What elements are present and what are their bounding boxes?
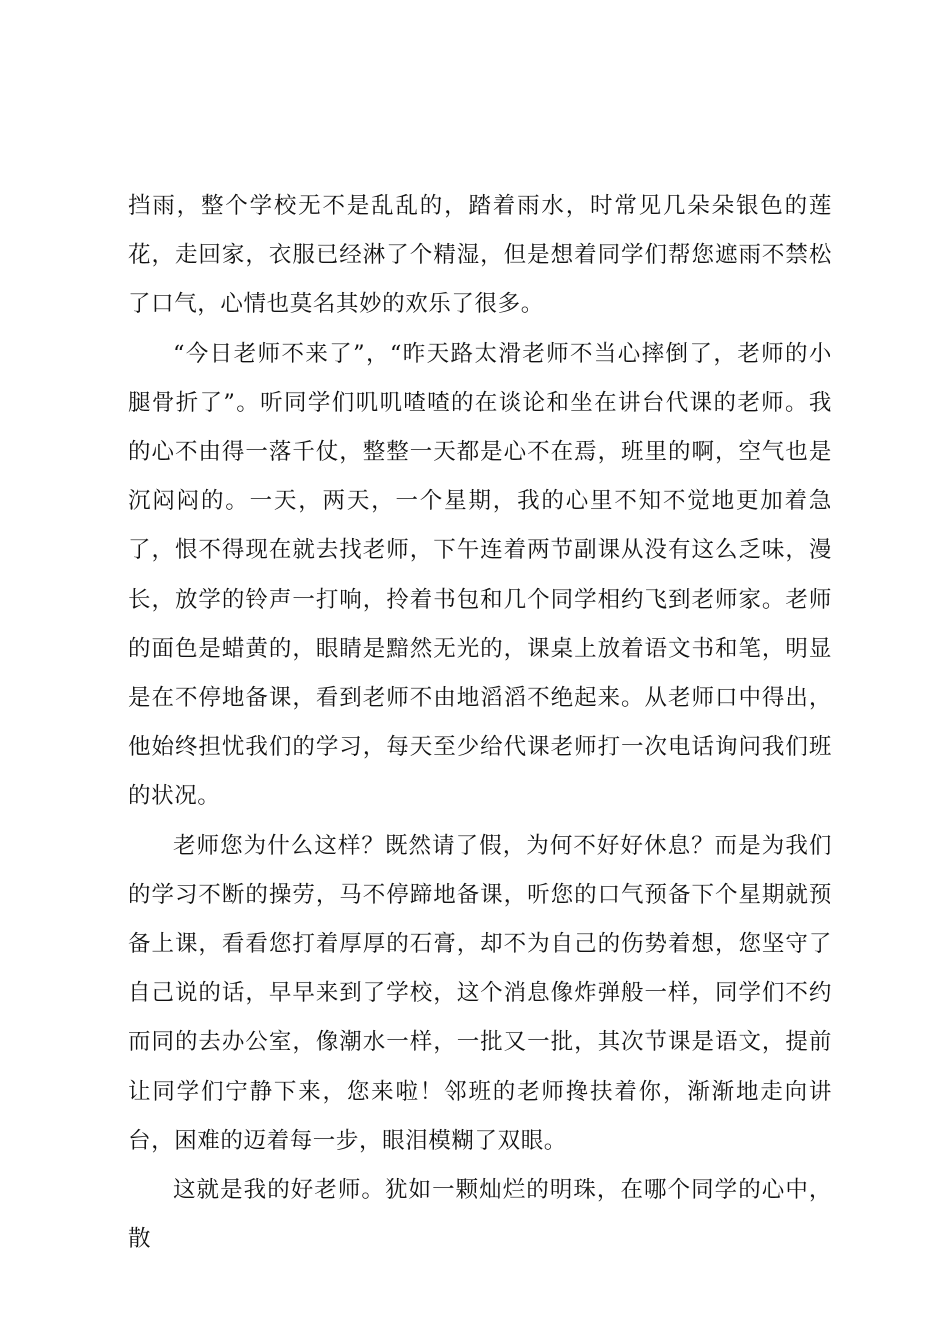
body-text [128, 182, 832, 1264]
paragraph-3: 老师您为什么这样？既然请了假，为何不好好休息？而是为我们的学习不断的操劳，马不停蹄地备课，听您的口气预备下个星期就预备上课，看看您打着厚厚的石膏，却不为自己的伤势着想，您坚守了自己说的话，早早来到了学校，这个消息像炸弹般一样，同学们不约而同的去办公室，像潮水一样，一批又一批，其次节课是语文，提前让同学们宁静下来，您来啦！邻班的老师搀扶着你，渐渐地走向讲台，困难的迈着每一步，眼泪模糊了双眼。 [128, 832, 832, 1154]
paragraph-2: “今日老师不来了”，“昨天路太滑老师不当心摔倒了，老师的小腿骨折了”。听同学们叽叽喳喳的在谈论和坐在讲台代课的老师。我的心不由得一落千仗，整整一天都是心不在焉，班里的啊，空气也是沉闷闷的。一天，两天，一个星期，我的心里不知不觉地更加着急了，恨不得现在就去找老师，下午连着两节副课从没有这么乏味，漫长，放学的铃声一打响，拎着书包和几个同学相约飞到老师家。老师的面色是蜡黄的，眼睛是黯然无光的，课桌上放着语文书和笔，明显是在不停地备课，看到老师不由地滔滔不绝起来。从老师口中得出，他始终担忧我们的学习，每天至少给代课老师打一次电话询问我们班的状况。 [128, 340, 832, 810]
paragraph-1: 挡雨，整个学校无不是乱乱的，踏着雨水，时常见几朵朵银色的莲花，走回家，衣服已经淋了个精湿，但是想着同学们帮您遮雨不禁松了口气，心情也莫名其妙的欢乐了很多。 [128, 193, 832, 318]
paragraph-4: 这就是我的好老师。犹如一颗灿烂的明珠，在哪个同学的心中，散 [128, 1177, 832, 1253]
